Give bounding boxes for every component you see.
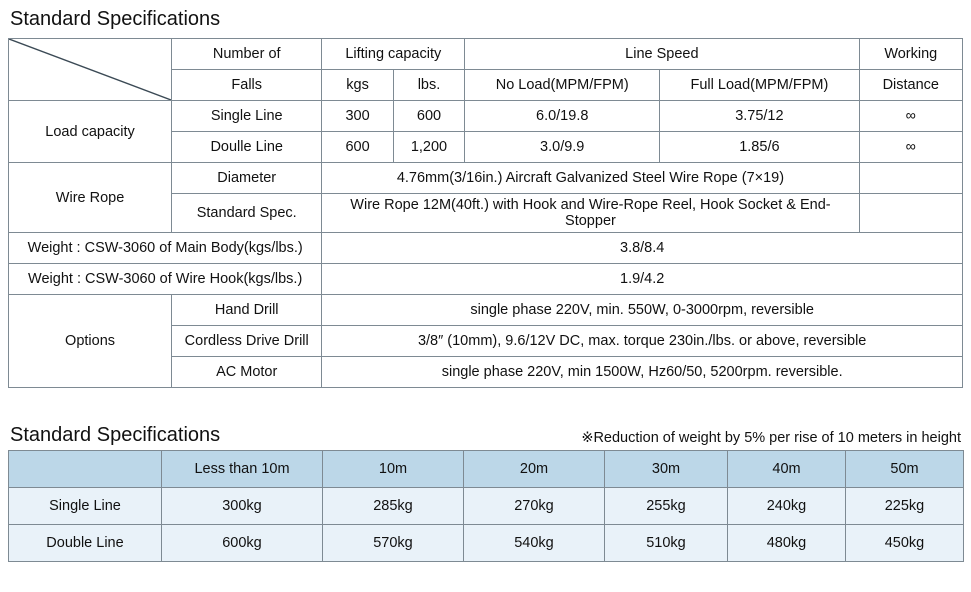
row-label-load-capacity: Load capacity: [9, 101, 172, 163]
table-row-diameter: [9, 163, 963, 194]
header-full-load: Full Load(MPM/FPM): [660, 70, 859, 101]
cell-ac-motor-label: AC Motor: [172, 357, 322, 388]
table-row-weight-wire-hook: [9, 264, 963, 295]
cell-double-line-full-load: 1.85/6: [660, 132, 859, 163]
header-lifting-lbs: lbs.: [393, 70, 464, 101]
header-line-speed: Line Speed: [465, 39, 859, 70]
cell-single-line-kgs: 300: [322, 101, 393, 132]
cell-single-line-30m: 255kg: [605, 488, 728, 525]
standard-specifications-table: [8, 38, 963, 388]
height-reduction-table: [8, 450, 964, 562]
cell-double-line-kgs: 600: [322, 132, 393, 163]
header-10m: 10m: [323, 451, 464, 488]
cell-double-line-20m: 540kg: [464, 525, 605, 562]
row-label-weight-wire-hook: Weight : CSW-3060 of Wire Hook(kgs/lbs.): [9, 264, 322, 295]
reduction-note: ※Reduction of weight by 5% per rise of 10 meters in height: [581, 430, 961, 446]
row-label-weight-main-body: Weight : CSW-3060 of Main Body(kgs/lbs.): [9, 233, 322, 264]
header-lifting-kgs: kgs: [322, 70, 393, 101]
header-corner-blank: [9, 451, 162, 488]
header-no-load: No Load(MPM/FPM): [465, 70, 660, 101]
cell-hand-drill-label: Hand Drill: [172, 295, 322, 326]
header-working-distance-line2: Distance: [859, 70, 962, 101]
table-row-header-1: [9, 39, 963, 70]
cell-cordless-drive-drill-value: 3/8″ (10mm), 9.6/12V DC, max. torque 230in./lbs. or above, reversible: [322, 326, 963, 357]
cell-single-line-less-than-10m: 300kg: [162, 488, 323, 525]
cell-single-line-20m: 270kg: [464, 488, 605, 525]
row-label-wire-rope: Wire Rope: [9, 163, 172, 233]
cell-ac-motor-value: single phase 220V, min 1500W, Hz60/50, 5200rpm. reversible.: [322, 357, 963, 388]
cell-single-line-40m: 240kg: [728, 488, 846, 525]
header-40m: 40m: [728, 451, 846, 488]
header-falls-line2: Falls: [172, 70, 322, 101]
cell-single-line-no-load: 6.0/19.8: [465, 101, 660, 132]
cell-standard-spec-blank: [859, 194, 962, 233]
row-label-single-line: Single Line: [9, 488, 162, 525]
cell-double-line-40m: 480kg: [728, 525, 846, 562]
cell-double-line-less-than-10m: 600kg: [162, 525, 323, 562]
table-row-single-line: [9, 101, 963, 132]
table-row-double-line: [9, 525, 964, 562]
cell-single-line-10m: 285kg: [323, 488, 464, 525]
cell-double-line-10m: 570kg: [323, 525, 464, 562]
diagonal-line-icon: [9, 39, 171, 100]
table-row-single-line: [9, 488, 964, 525]
cell-single-line-50m: 225kg: [846, 488, 964, 525]
cell-single-line-falls: Single Line: [172, 101, 322, 132]
cell-weight-wire-hook-value: 1.9/4.2: [322, 264, 963, 295]
section-title-standard-specifications-1: Standard Specifications: [10, 8, 221, 30]
table-row-hand-drill: [9, 295, 963, 326]
row-label-options: Options: [9, 295, 172, 388]
header-30m: 30m: [605, 451, 728, 488]
cell-single-line-full-load: 3.75/12: [660, 101, 859, 132]
cell-double-line-50m: 450kg: [846, 525, 964, 562]
header-number-of-falls-line1: Number of: [212, 46, 281, 62]
header-less-than-10m: Less than 10m: [162, 451, 323, 488]
cell-standard-spec-label: Standard Spec.: [172, 194, 322, 233]
cell-cordless-drive-drill-label: Cordless Drive Drill: [172, 326, 322, 357]
cell-double-line-30m: 510kg: [605, 525, 728, 562]
section-title-standard-specifications-2: Standard Specifications: [10, 424, 221, 446]
cell-weight-main-body-value: 3.8/8.4: [322, 233, 963, 264]
cell-hand-drill-value: single phase 220V, min. 550W, 0-3000rpm, reversible: [322, 295, 963, 326]
cell-double-line-falls: Doulle Line: [172, 132, 322, 163]
header-50m: 50m: [846, 451, 964, 488]
header-lifting-capacity: Lifting capacity: [322, 39, 465, 70]
table-row-weight-main-body: [9, 233, 963, 264]
section-divider: [8, 388, 963, 422]
cell-double-line-working-distance: ∞: [859, 132, 962, 163]
cell-diameter-blank: [859, 163, 962, 194]
cell-double-line-lbs: 1,200: [393, 132, 464, 163]
cell-standard-spec-value: Wire Rope 12M(40ft.) with Hook and Wire-Rope Reel, Hook Socket & End-Stopper: [322, 194, 859, 233]
row-label-double-line: Double Line: [9, 525, 162, 562]
cell-diameter-label: Diameter: [172, 163, 322, 194]
section2-header: [8, 422, 963, 450]
table-row-header: [9, 451, 964, 488]
header-number-of-falls: [172, 39, 322, 70]
header-20m: 20m: [464, 451, 605, 488]
header-working-distance-line1: Working: [859, 39, 962, 70]
cell-single-line-lbs: 600: [393, 101, 464, 132]
cell-single-line-working-distance: ∞: [859, 101, 962, 132]
diagonal-corner-cell: [9, 39, 172, 101]
cell-double-line-no-load: 3.0/9.9: [465, 132, 660, 163]
cell-diameter-value: 4.76mm(3/16in.) Aircraft Galvanized Steel Wire Rope (7×19): [322, 163, 859, 194]
